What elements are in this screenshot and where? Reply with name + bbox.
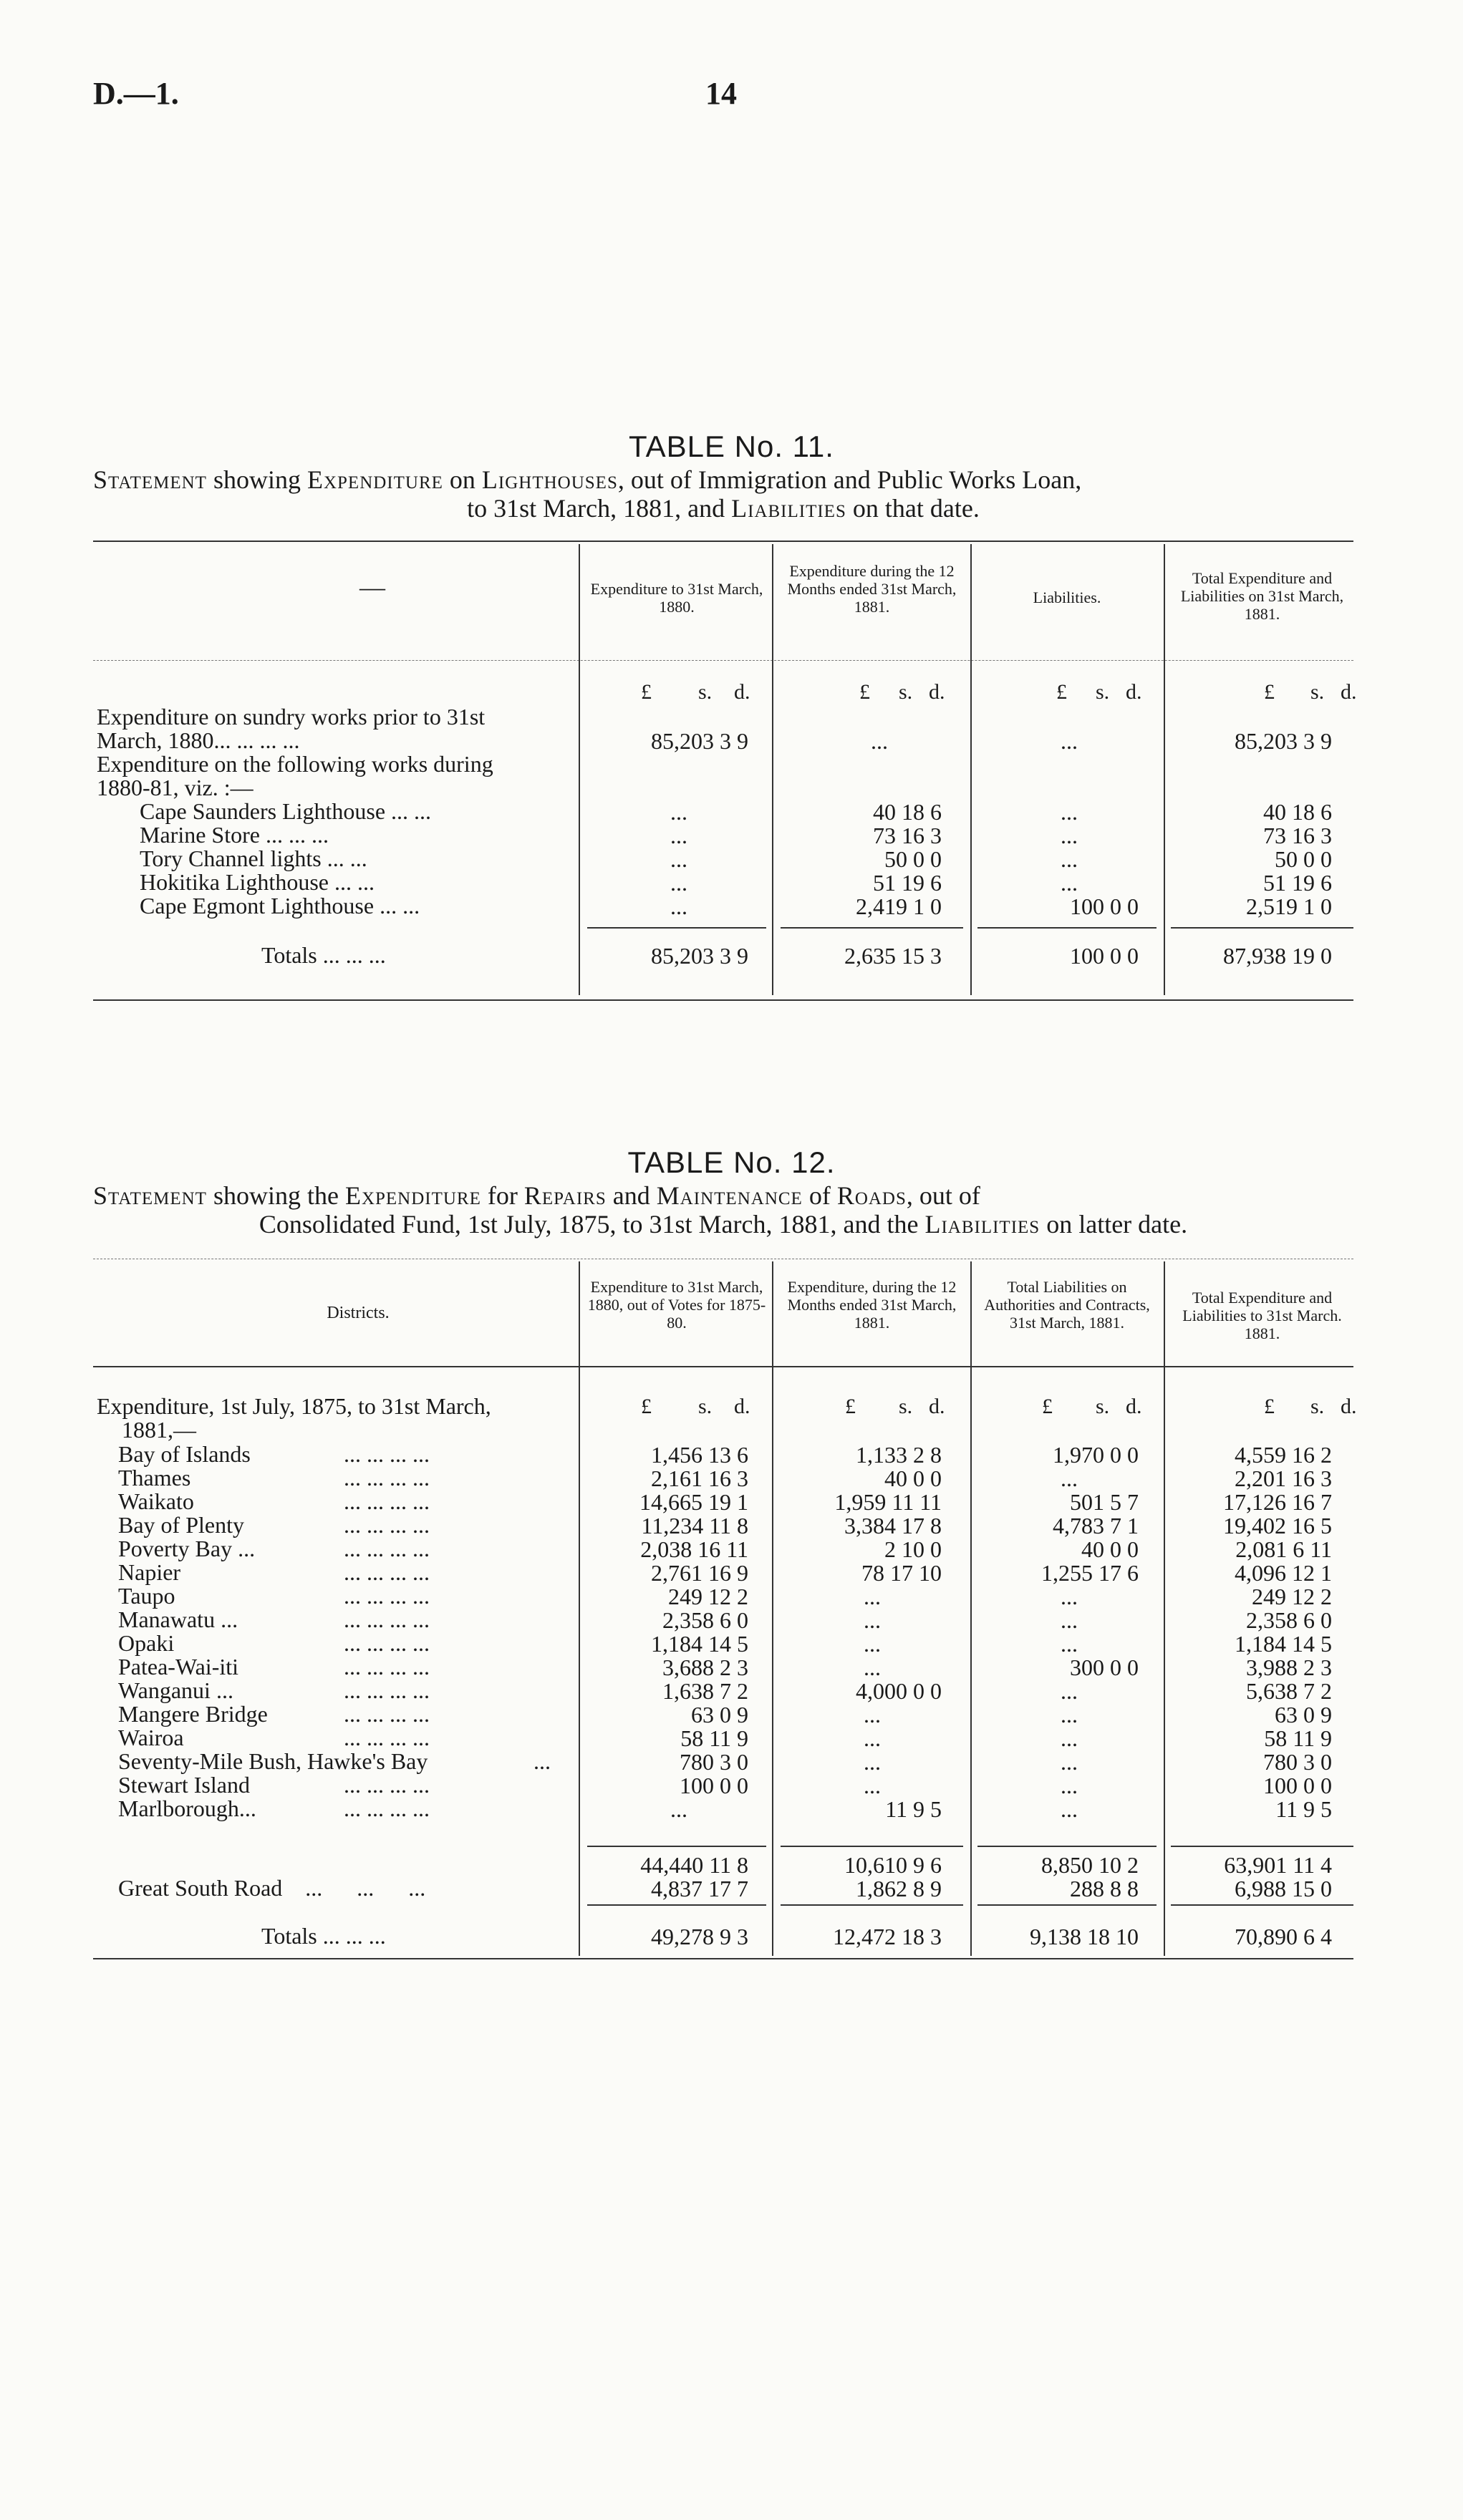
table11-pound-symbol: £ xyxy=(1264,680,1275,704)
table-cell: 2,038 16 11 xyxy=(640,1536,748,1562)
table12-pence-symbol: d. xyxy=(734,1395,750,1418)
table-cell: ... xyxy=(1061,823,1078,848)
table-cell: ... xyxy=(871,728,888,754)
leader-dots: ... ... ... ... xyxy=(344,1536,430,1561)
table-cell: 73 16 3 xyxy=(873,823,942,848)
table-cell: ... xyxy=(670,893,687,919)
table-row-label: Mangere Bridge xyxy=(118,1701,268,1727)
table12-number: TABLE No. 12. xyxy=(627,1145,836,1179)
table-row-label: Seventy-Mile Bush, Hawke's Bay xyxy=(118,1748,428,1774)
leader-dots: ... ... ... ... xyxy=(344,1772,430,1798)
table11-total-cell: 87,938 19 0 xyxy=(1223,943,1332,969)
table12-pound-symbol: £ xyxy=(845,1395,856,1418)
table-cell: 85,203 3 9 xyxy=(651,728,748,754)
great-south-road-cell: 4,837 17 7 xyxy=(651,1876,748,1901)
table-cell: 5,638 7 2 xyxy=(1246,1678,1332,1704)
table-cell: ... xyxy=(1061,1725,1078,1751)
table-cell: 249 12 2 xyxy=(668,1584,748,1609)
table-cell: 2 10 0 xyxy=(884,1536,942,1562)
table12-total-cell: 12,472 18 3 xyxy=(833,1924,942,1949)
table12-shilling-symbol: s. xyxy=(698,1395,713,1418)
table-cell: 4,096 12 1 xyxy=(1235,1560,1332,1586)
table12-subtotal-cell: 44,440 11 8 xyxy=(640,1852,748,1878)
table12-pound-symbol: £ xyxy=(1042,1395,1053,1418)
table-row-label: Cape Saunders Lighthouse ... ... xyxy=(140,798,432,824)
table-cell: 40 18 6 xyxy=(873,799,942,825)
table-cell: 11 9 5 xyxy=(1275,1796,1332,1822)
table-row-label: Poverty Bay ... xyxy=(118,1536,256,1561)
table-cell: 4,000 0 0 xyxy=(856,1678,942,1704)
table-cell: 73 16 3 xyxy=(1263,823,1332,848)
table-cell: 11 9 5 xyxy=(885,1796,942,1822)
table-cell: 63 0 9 xyxy=(1275,1702,1332,1727)
table-cell: 40 0 0 xyxy=(884,1465,942,1491)
table-row-label: Opaki xyxy=(118,1630,175,1656)
table11-total-cell: 85,203 3 9 xyxy=(651,943,748,969)
table-row-label: Taupo xyxy=(118,1583,175,1609)
table-row-label: March, 1880... ... ... ... xyxy=(97,727,300,753)
table-row-label: Patea-Wai-iti xyxy=(118,1654,239,1680)
table-cell: 51 19 6 xyxy=(873,870,942,896)
table-cell: 11,234 11 8 xyxy=(641,1513,748,1538)
table-cell: 63 0 9 xyxy=(691,1702,748,1727)
leader-dots: ... ... ... ... xyxy=(344,1725,430,1750)
table-cell: ... xyxy=(1061,1631,1078,1657)
table11-total-cell: 2,635 15 3 xyxy=(844,943,942,969)
table-row-label: Cape Egmont Lighthouse ... ... xyxy=(140,893,420,919)
table12-intro: 1881,— xyxy=(122,1417,196,1443)
table12-col3-header: Total Liabilities on Authorities and Contracts, 31st March, 1881. xyxy=(984,1278,1150,1332)
table-cell: ... xyxy=(670,846,687,872)
table-cell: ... xyxy=(670,823,687,848)
table-cell: 2,201 16 3 xyxy=(1235,1465,1332,1491)
table12-shilling-symbol: s. xyxy=(1096,1395,1110,1418)
document-reference: D.—1. xyxy=(93,76,179,111)
table-cell: ... xyxy=(1061,1584,1078,1609)
table11-pound-symbol: £ xyxy=(1056,680,1067,704)
table-cell: 1,970 0 0 xyxy=(1053,1442,1139,1468)
table-cell: ... xyxy=(1061,1796,1078,1822)
table-cell: 1,133 2 8 xyxy=(856,1442,942,1468)
table-row-label: Bay of Islands xyxy=(118,1441,251,1467)
great-south-road-cell: 288 8 8 xyxy=(1070,1876,1139,1901)
table-cell: 3,384 17 8 xyxy=(844,1513,942,1538)
table-cell: 1,959 11 11 xyxy=(834,1489,942,1515)
table-cell: ... xyxy=(864,1654,881,1680)
table-row-label: Marine Store ... ... ... xyxy=(140,822,329,848)
table12-totals-label: Totals ... ... ... xyxy=(261,1923,386,1949)
leader-dots: ... ... ... ... xyxy=(344,1441,430,1467)
table-cell: 3,988 2 3 xyxy=(1246,1654,1332,1680)
table-cell: 501 5 7 xyxy=(1070,1489,1139,1515)
table-cell: ... xyxy=(1061,728,1078,754)
table-row-label: Stewart Island xyxy=(118,1772,250,1798)
table-cell: ... xyxy=(864,1773,881,1798)
table-cell: 3,688 2 3 xyxy=(662,1654,748,1680)
table-cell: ... xyxy=(1061,870,1078,896)
table-cell: ... xyxy=(670,870,687,896)
table11-pence-symbol: d. xyxy=(929,680,945,704)
table-cell: ... xyxy=(1061,1773,1078,1798)
table12-pence-symbol: d. xyxy=(1126,1395,1142,1418)
table-cell: 2,081 6 11 xyxy=(1235,1536,1332,1562)
table-cell: ... xyxy=(1061,1607,1078,1633)
table-cell: 300 0 0 xyxy=(1070,1654,1139,1680)
table12-shilling-symbol: s. xyxy=(1310,1395,1325,1418)
table-cell: 100 0 0 xyxy=(1263,1773,1332,1798)
table12-pence-symbol: d. xyxy=(1341,1395,1357,1418)
table-cell: 2,761 16 9 xyxy=(651,1560,748,1586)
table11-pence-symbol: d. xyxy=(1126,680,1142,704)
table11-col3-header: Liabilities. xyxy=(1033,588,1101,606)
leader-dots: ... ... ... ... xyxy=(344,1465,430,1491)
table12-col2-header: Expenditure, during the 12 Months ended 31st March, 1881. xyxy=(787,1278,957,1332)
table11-pence-symbol: d. xyxy=(1341,680,1357,704)
table-cell: 100 0 0 xyxy=(680,1773,748,1798)
table-cell: 40 0 0 xyxy=(1081,1536,1139,1562)
table12-shilling-symbol: s. xyxy=(899,1395,913,1418)
page-number: 14 xyxy=(705,76,737,111)
table-row-label: Manawatu ... xyxy=(118,1606,238,1632)
table-row-label: Marlborough... xyxy=(118,1796,256,1821)
table-row-label: Tory Channel lights ... ... xyxy=(140,845,367,871)
table-cell: 780 3 0 xyxy=(1263,1749,1332,1775)
table11-totals-label: Totals ... ... ... xyxy=(261,942,386,968)
table-cell: 2,419 1 0 xyxy=(856,893,942,919)
table-cell: 1,456 13 6 xyxy=(651,1442,748,1468)
table-cell: 780 3 0 xyxy=(680,1749,748,1775)
table-cell: ... xyxy=(864,1749,881,1775)
table-cell: 58 11 9 xyxy=(680,1725,748,1751)
table-row-label: Expenditure on the following works during xyxy=(97,751,493,777)
leader-dots: ... ... ... ... xyxy=(344,1677,430,1703)
table-cell: 58 11 9 xyxy=(1264,1725,1332,1751)
table-row-label: Expenditure on sundry works prior to 31st xyxy=(97,704,486,730)
table11-shilling-symbol: s. xyxy=(1096,680,1110,704)
leader-dots: ... ... ... ... xyxy=(344,1512,430,1538)
table-cell: ... xyxy=(864,1607,881,1633)
table-cell: 85,203 3 9 xyxy=(1235,728,1332,754)
table12-pound-symbol: £ xyxy=(641,1395,652,1418)
table-cell: ... xyxy=(864,1725,881,1751)
table-cell: 50 0 0 xyxy=(1275,846,1332,872)
table-cell: 17,126 16 7 xyxy=(1223,1489,1332,1515)
leader-dots: ... ... ... ... xyxy=(344,1701,430,1727)
table-cell: 2,519 1 0 xyxy=(1246,893,1332,919)
table11-col0-header: — xyxy=(359,573,385,601)
table11-col4-header: Total Expenditure and Liabilities on 31st March, 1881. xyxy=(1180,569,1344,623)
table-cell: 249 12 2 xyxy=(1252,1584,1332,1609)
table-cell: 1,184 14 5 xyxy=(651,1631,748,1657)
table11-col1-header: Expenditure to 31st March, 1880. xyxy=(590,580,763,616)
table-cell: ... xyxy=(1061,1465,1078,1491)
table-cell: 78 17 10 xyxy=(861,1560,942,1586)
table12-subtotal-cell: 8,850 10 2 xyxy=(1041,1852,1139,1878)
table12-col1-header: Expenditure to 31st March, 1880, out of Votes for 1875-80. xyxy=(587,1278,766,1332)
table-cell: 14,665 19 1 xyxy=(639,1489,748,1515)
table-cell: ... xyxy=(864,1702,881,1727)
table-row-label: Napier xyxy=(118,1559,181,1585)
great-south-road-cell: 6,988 15 0 xyxy=(1235,1876,1332,1901)
table-cell: 1,184 14 5 xyxy=(1235,1631,1332,1657)
table-cell: 1,255 17 6 xyxy=(1041,1560,1139,1586)
table-row-label: Thames xyxy=(118,1465,191,1491)
table-cell: 2,358 6 0 xyxy=(1246,1607,1332,1633)
table12-description: Statement showing the Expenditure for Repairs and Maintenance of Roads, out of Consolidated Fund, 1st July, 1875, to 31st March, 1881, and the Liabilities on latter date. xyxy=(93,1181,1188,1239)
table11-description: Statement showing Expenditure on Lighthouses, out of Immigration and Public Works Loan, to 31st March, 1881, and Liabilities on that date. xyxy=(93,465,1082,523)
table11-pound-symbol: £ xyxy=(641,680,652,704)
table12-col4-header: Total Expenditure and Liabilities to 31st March. 1881. xyxy=(1182,1289,1342,1342)
table-cell: 40 18 6 xyxy=(1263,799,1332,825)
table-cell: ... xyxy=(1061,799,1078,825)
table-cell: 51 19 6 xyxy=(1263,870,1332,896)
table-cell: ... xyxy=(1061,1678,1078,1704)
table-cell: 4,783 7 1 xyxy=(1053,1513,1139,1538)
table-cell: ... xyxy=(1061,1749,1078,1775)
table-row-label: Waikato xyxy=(118,1488,194,1514)
table-cell: ... xyxy=(670,1796,687,1822)
table-cell: ... xyxy=(864,1631,881,1657)
table11-shilling-symbol: s. xyxy=(1310,680,1325,704)
leader-dots: ... xyxy=(533,1748,551,1774)
table-cell: 2,161 16 3 xyxy=(651,1465,748,1491)
table11-total-cell: 100 0 0 xyxy=(1070,943,1139,969)
table12-total-cell: 49,278 9 3 xyxy=(651,1924,748,1949)
leader-dots: ... ... ... ... xyxy=(344,1630,430,1656)
table-cell: ... xyxy=(1061,846,1078,872)
table-cell: 50 0 0 xyxy=(884,846,942,872)
table11-col2-header: Expenditure during the 12 Months ended 31st March, 1881. xyxy=(787,562,957,616)
great-south-road-label: Great South Road ... ... ... xyxy=(118,1875,426,1901)
leader-dots: ... ... ... ... xyxy=(344,1583,430,1609)
table-cell: 19,402 16 5 xyxy=(1223,1513,1332,1538)
table11-number: TABLE No. 11. xyxy=(629,430,834,463)
great-south-road-cell: 1,862 8 9 xyxy=(856,1876,942,1901)
table12-col0-header: Districts. xyxy=(327,1304,390,1322)
table11-shilling-symbol: s. xyxy=(698,680,713,704)
leader-dots: ... ... ... ... xyxy=(344,1654,430,1680)
table11-pence-symbol: d. xyxy=(734,680,750,704)
table-row-label: Wanganui ... xyxy=(118,1677,233,1703)
table-cell: 1,638 7 2 xyxy=(662,1678,748,1704)
table-row-label: Hokitika Lighthouse ... ... xyxy=(140,869,375,895)
leader-dots: ... ... ... ... xyxy=(344,1559,430,1585)
leader-dots: ... ... ... ... xyxy=(344,1796,430,1821)
table-cell: 100 0 0 xyxy=(1070,893,1139,919)
table11-pound-symbol: £ xyxy=(859,680,870,704)
table-cell: ... xyxy=(864,1584,881,1609)
table12-intro: Expenditure, 1st July, 1875, to 31st March, xyxy=(97,1393,491,1419)
table12-pence-symbol: d. xyxy=(929,1395,945,1418)
table11-shilling-symbol: s. xyxy=(899,680,913,704)
table12-total-cell: 70,890 6 4 xyxy=(1235,1924,1332,1949)
table12-pound-symbol: £ xyxy=(1264,1395,1275,1418)
table12-total-cell: 9,138 18 10 xyxy=(1030,1924,1139,1949)
table-row-label: Bay of Plenty xyxy=(118,1512,244,1538)
table12-subtotal-cell: 10,610 9 6 xyxy=(844,1852,942,1878)
leader-dots: ... ... ... ... xyxy=(344,1488,430,1514)
table-cell: ... xyxy=(1061,1702,1078,1727)
table-row-label: 1880-81, viz. :— xyxy=(97,775,254,800)
table-row-label: Wairoa xyxy=(118,1725,184,1750)
table12-subtotal-cell: 63,901 11 4 xyxy=(1224,1852,1332,1878)
table-cell: ... xyxy=(670,799,687,825)
leader-dots: ... ... ... ... xyxy=(344,1606,430,1632)
table-cell: 4,559 16 2 xyxy=(1235,1442,1332,1468)
table-cell: 2,358 6 0 xyxy=(662,1607,748,1633)
